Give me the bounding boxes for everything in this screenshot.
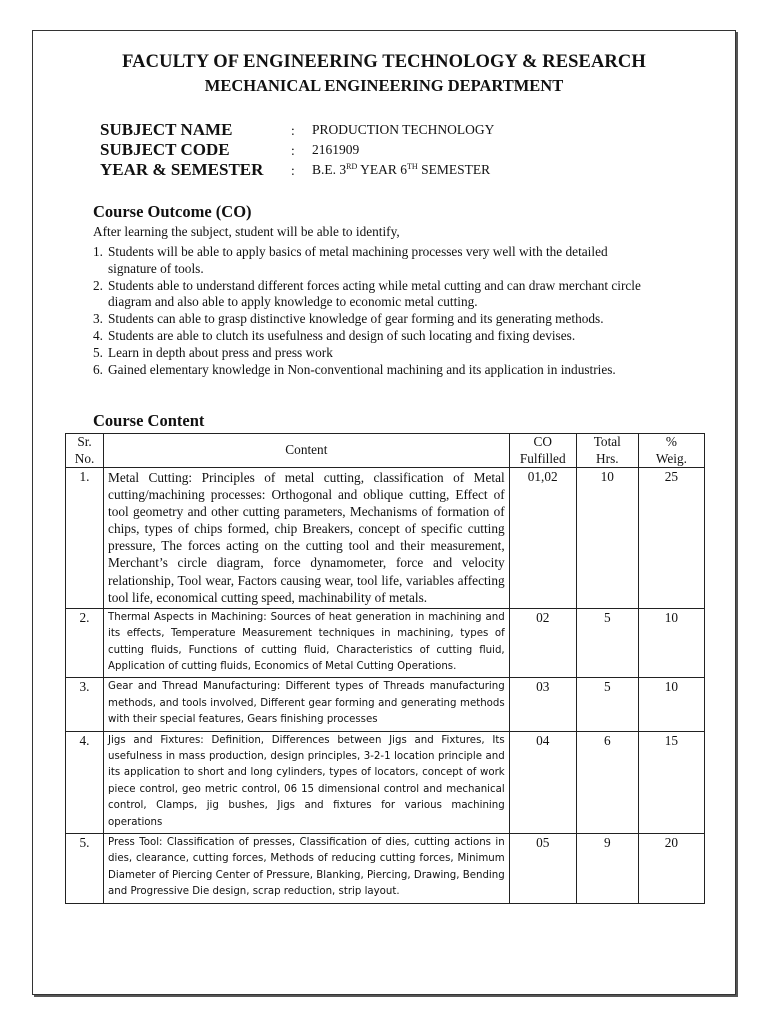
item-number: 1. <box>93 244 103 259</box>
sr-cell: 1. <box>66 468 104 609</box>
hours-cell: 10 <box>576 468 638 609</box>
subject-code-value: 2161909 <box>312 142 360 157</box>
table-row <box>66 608 705 678</box>
subject-name-label: SUBJECT NAME <box>100 120 233 139</box>
header-text: Total <box>593 434 621 449</box>
item-number: 2. <box>93 277 103 293</box>
list-item <box>93 311 653 328</box>
hours-cell: 9 <box>576 834 638 904</box>
hours-cell: 6 <box>576 731 638 833</box>
sr-cell: 5. <box>66 834 104 904</box>
list-item <box>93 244 653 278</box>
sr-cell: 2. <box>66 608 104 678</box>
list-item <box>93 362 653 379</box>
co-cell: 03 <box>509 678 576 731</box>
department-title: MECHANICAL ENGINEERING DEPARTMENT <box>204 76 564 95</box>
weight-cell: 10 <box>638 608 704 678</box>
item-text: Learn in depth about press and press work <box>108 344 333 360</box>
year-mid: YEAR 6 <box>357 162 408 177</box>
list-item <box>93 278 653 312</box>
hours-cell: 5 <box>576 608 638 678</box>
item-text: Gained elementary knowledge in Non-conventional machining and its application in industries. <box>108 361 616 377</box>
weight-cell: 10 <box>638 678 704 731</box>
item-number: 6. <box>93 361 103 377</box>
co-cell: 05 <box>509 834 576 904</box>
course-content-table <box>65 433 705 904</box>
colon: : <box>291 123 295 138</box>
content-cell: Thermal Aspects in Machining: Sources of heat generation in machining and its effects, Temperature Measurement techniques in machining, types of cutting fluids, Functions of cutting fluid, Characteristics of cutting fluid, Application of cutting fluids, Economics of Metal Cutting Operations. <box>104 608 510 678</box>
column-header-weight <box>638 434 704 468</box>
sr-cell: 4. <box>66 731 104 833</box>
item-text: Students able to understand different forces acting while metal cutting and can draw merchant circle diagram and also able to apply knowledge to economic metal cutting. <box>108 277 641 310</box>
co-cell: 01,02 <box>509 468 576 609</box>
faculty-title: FACULTY OF ENGINEERING TECHNOLOGY & RESEARCH <box>122 52 646 72</box>
header-text: Sr. <box>77 434 92 449</box>
sr-cell: 3. <box>66 678 104 731</box>
weight-cell: 20 <box>638 834 704 904</box>
subject-code-label: SUBJECT CODE <box>100 140 230 159</box>
semester-sup: TH <box>407 162 418 171</box>
header-text: Weig. <box>655 450 687 466</box>
course-outcome-heading: Course Outcome (CO) <box>93 202 252 221</box>
year-semester-value <box>312 162 490 178</box>
year-suffix: SEMESTER <box>417 162 491 177</box>
content-cell: Jigs and Fixtures: Definition, Differences between Jigs and Fixtures, Its usefulness in mass production, design principles, 3-2-1 location principle and its application to short and long cylinders, types of locators, concept of work piece control, geo metric control, 06 15 dimensional control and mechanical control, Clamps, jig bushes, Jigs and fixtures for various machining operations <box>104 731 510 833</box>
co-cell: 04 <box>509 731 576 833</box>
column-header-content: Content <box>104 434 510 468</box>
content-cell: Metal Cutting: Principles of metal cutting, classification of Metal cutting/machining processes: Orthogonal and oblique cutting, Effect of tool geometry and other cutting parameters, Mechanisms of formation of chips, types of chips formed, chip Breakers, concept of specific cutting pressure, The forces acting on the cutting tool and their measurement, Merchant’s circle diagram, force dynamometer, force and velocity relationship, Tool wear, Factors causing wear, tool life, variables affecting tool life, economical cutting speed, machinability of metals. <box>104 468 510 609</box>
item-text: Students can able to grasp distinctive knowledge of gear forming and its generating methods. <box>108 311 604 327</box>
year-prefix: B.E. 3 <box>312 162 347 177</box>
header-text: CO <box>533 434 552 449</box>
item-number: 3. <box>93 311 103 327</box>
colon: : <box>291 163 295 178</box>
table-header-row <box>66 434 705 468</box>
weight-cell: 15 <box>638 731 704 833</box>
content-cell: Gear and Thread Manufacturing: Different types of Threads manufacturing methods, and tools involved, Different gear forming and generating methods with their special features, Gears finishing processes <box>104 678 510 731</box>
colon: : <box>291 143 295 158</box>
year-sup: RD <box>346 162 358 171</box>
column-header-co <box>509 434 576 468</box>
item-number: 4. <box>93 327 103 343</box>
weight-cell: 25 <box>638 468 704 609</box>
item-number: 5. <box>93 344 103 360</box>
column-header-sr <box>66 434 104 468</box>
header-text: No. <box>74 450 95 466</box>
course-outcome-list <box>93 244 653 378</box>
table-row <box>66 834 705 904</box>
list-item <box>93 328 653 345</box>
co-cell: 02 <box>509 608 576 678</box>
item-text: Students will be able to apply basics of metal machining processes very well with the detailed signature of tools. <box>108 244 608 276</box>
table-row <box>66 731 705 833</box>
list-item <box>93 345 653 362</box>
hours-cell: 5 <box>576 678 638 731</box>
subject-name-value: PRODUCTION TECHNOLOGY <box>312 122 495 137</box>
item-text: Students are able to clutch its usefulness and design of such locating and fixing devises. <box>108 327 576 343</box>
header-text: Fulfilled <box>519 450 566 466</box>
course-outcome-intro: After learning the subject, student will be able to identify, <box>93 224 400 239</box>
year-semester-label: YEAR & SEMESTER <box>100 160 264 179</box>
column-header-hours <box>576 434 638 468</box>
header-text: Hrs. <box>596 450 619 466</box>
course-content-heading: Course Content <box>93 411 205 430</box>
header-text: % <box>665 434 677 449</box>
content-cell: Press Tool: Classification of presses, Classification of dies, cutting actions in dies, clearance, cutting forces, Methods of reducing cutting forces, Minimum Diameter of Piercing Center of Pressure, Blanking, Piercing, Drawing, Bending and Progressive Die design, scrap reduction, strip layout. <box>104 834 510 904</box>
table-row <box>66 678 705 731</box>
table-row <box>66 468 705 609</box>
